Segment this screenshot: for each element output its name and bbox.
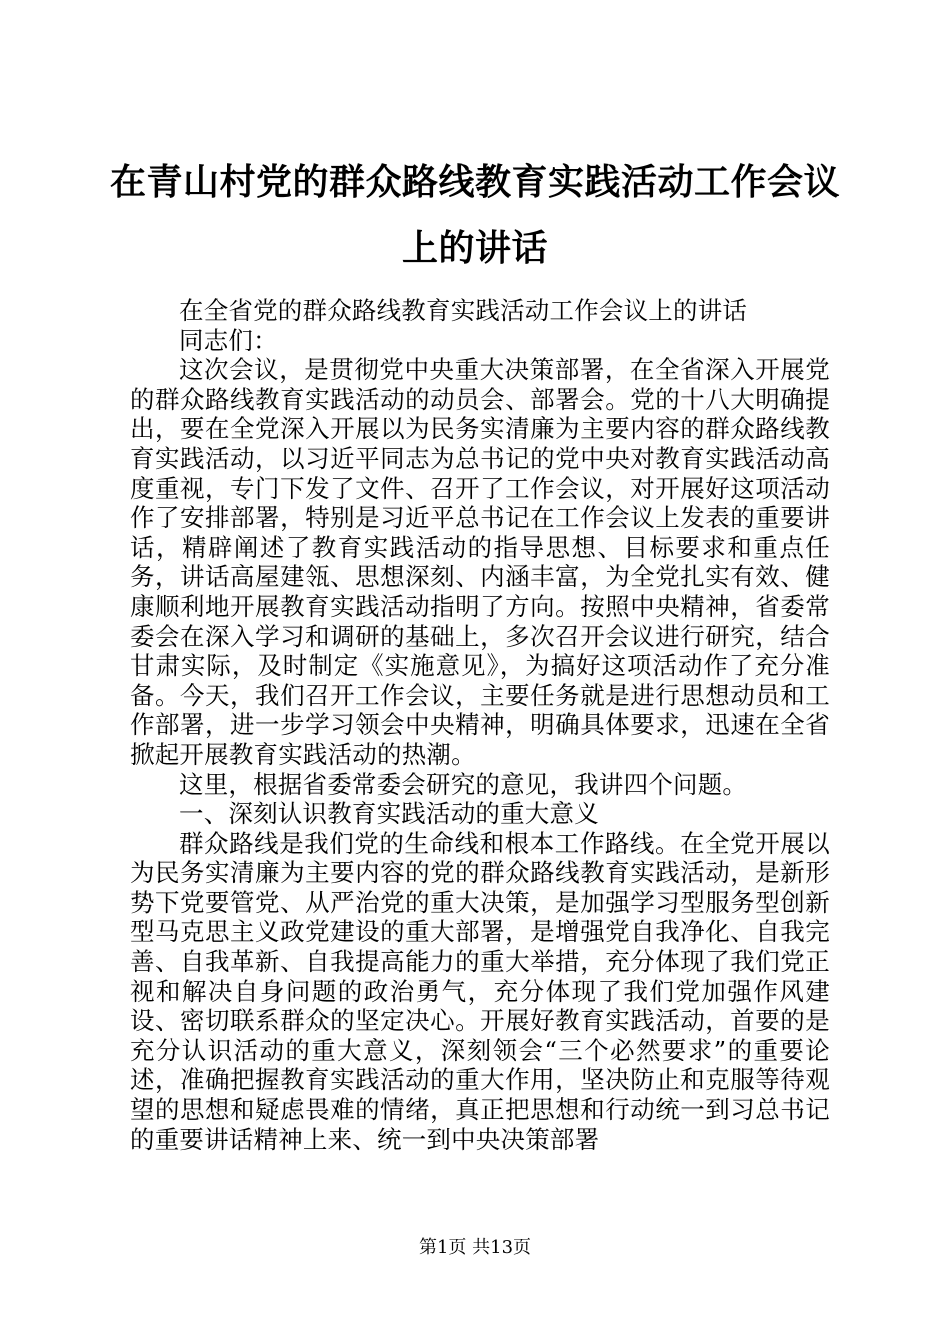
paragraph-section-body: 群众路线是我们党的生命线和根本工作路线。在全党开展以为民务实清廉为主要内容的党的群众路线教育实践活动，是新形势下党要管党、从严治党的重大决策，是加强学习型服务型创新型马克思主义政党建设的重大部署，是增强党自我净化、自我完善、自我革新、自我提高能力的重大举措，充分体现了我们党正视和解决自身问题的政治勇气，充分体现了我们党加强作风建设、密切联系群众的坚定决心。开展好教育实践活动，首要的是充分认识活动的重大意义，深刻领会“三个必然要求”的重要论述，准确把握教育实践活动的重大作用，坚决防止和克服等待观望的思想和疑虑畏难的情绪，真正把思想和行动统一到习总书记的重要讲话精神上来、统一到中央决策部署 xyxy=(130,828,830,1154)
document-title: 在青山村党的群众路线教育实践活动工作会议上的讲话 xyxy=(109,162,840,269)
paragraph-salutation: 同志们： xyxy=(179,325,278,355)
section-heading: 一、深刻认识教育实践活动的重大意义 xyxy=(179,799,599,829)
paragraph-outline: 这里，根据省委常委会研究的意见，我讲四个问题。 xyxy=(179,769,748,799)
paragraph-intro: 这次会议，是贯彻党中央重大决策部署，在全省深入开展党的群众路线教育实践活动的动员会、部署会。党的十八大明确提出，要在全党深入开展以为民务实清廉为主要内容的群众路线教育实践活动，以习近平同志为总书记的党中央对教育实践活动高度重视，专门下发了文件、召开了工作会议，对开展好这项活动作了安排部署，特别是习近平总书记在工作会议上发表的重要讲话，精辟阐述了教育实践活动的指导思想、目标要求和重点任务，讲话高屋建瓴、思想深刻、内涵丰富，为全党扎实有效、健康顺利地开展教育实践活动指明了方向。按照中央精神，省委常委会在深入学习和调研的基础上，多次召开会议进行研究，结合甘肃实际，及时制定《实施意见》，为搞好这项活动作了充分准备。今天，我们召开工作会议，主要任务就是进行思想动员和工作部署，进一步学习领会中央精神，明确具体要求，迅速在全省掀起开展教育实践活动的热潮。 xyxy=(130,355,830,769)
document-body xyxy=(130,296,830,1154)
paragraph-subtitle: 在全省党的群众路线教育实践活动工作会议上的讲话 xyxy=(179,296,748,325)
page-number-footer: 第1页 共13页 xyxy=(418,1237,532,1258)
